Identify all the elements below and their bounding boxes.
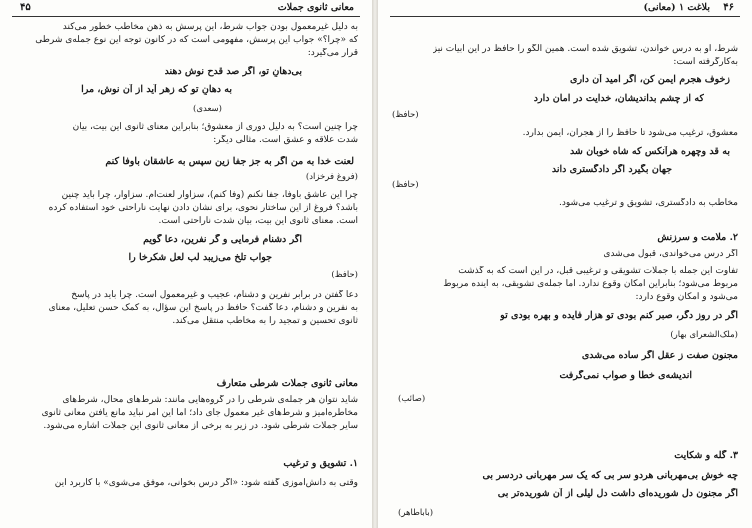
section-heading: معانی ثانوی جملات شرطی متعارف	[216, 378, 358, 389]
verse-line: زخوف هجرم ایمن کن، اگر امید آن داری	[570, 74, 730, 85]
verse-line: به قد وچهره هرآنکس که شاه خوبان شد	[569, 146, 730, 157]
text-line: اگر درس می‌خواندی، قبول می‌شدی	[603, 249, 738, 259]
verse-source: (فروغ فرخزاد)	[305, 172, 358, 182]
verse-source: (حافظ)	[392, 180, 419, 190]
verse-source: (صائب)	[398, 394, 426, 404]
verse-line: جواب تلخ می‌زیبد لب لعل شکرخا را	[128, 252, 272, 263]
verse-source: (ملک‌الشعرای بهار)	[670, 330, 738, 340]
verse-line: مجنون صفت ز عقل اگر ساده می‌شدی	[581, 350, 738, 361]
text-line: چرا این عاشق باوفا، جفا نکنم (وفا کنم)، سزاوار لعنت‌ام. سزاوار، چرا باید چنین	[61, 190, 358, 200]
text-line: به دلیل غیرمعمول بودن جواب شرط، این پرسش به ذهن مخاطب خطور می‌کند	[62, 22, 358, 32]
text-line: که «چرا؟» جواب این پرسش، مفهومی است که در کانون توجه این نوع جمله‌ی شرطی	[35, 35, 358, 45]
text-line: چرا چنین است؟ به دلیل دوری از معشوق؛ بنابراین معنای ثانوی این بیت، بیان	[72, 122, 358, 132]
text-line: ثانوی تحسین و تمجید را به مخاطب منتقل می‌کند.	[172, 316, 358, 326]
text-line: مخاطب به دادگستری، تشویق و ترغیب می‌شود.	[559, 198, 738, 208]
text-line: مخاطره‌آمیز و شرط‌های غیر معمول جای داد؛ اما این امر نباید مانع یافتن معانی ثانوی	[41, 408, 358, 418]
text-line: قرار می‌گیرد:	[307, 48, 358, 58]
text-line: تفاوت این جمله با جملات تشویقی و ترغیبی قبل، در این است که به گذشت	[458, 266, 738, 276]
verse-line: بی‌دهانِ تو، اگر صد قدح نوش دهند	[164, 66, 302, 77]
left-page-header	[12, 2, 360, 17]
verse-line: که از چشم بداندیشان، خدایت در امان دارد	[533, 93, 704, 104]
right-page	[378, 0, 752, 528]
text-line: شاید نتوان هر جمله‌ی شرطی را در گروه‌هایی مانند: شرط‌های محال، شرط‌های	[62, 395, 358, 405]
text-line: است. معنای ثانوی این بیت، بیان شدت ناراحتی است.	[158, 216, 358, 226]
text-line: وقتی به دانش‌آموزی گفته شود: «اگر درس بخوانی، موفق می‌شوی» با کاربرد این	[54, 478, 358, 488]
text-line: به نفرین و دشنام، دعا گفت؟ حافظ در پاسخ این سؤال، به کمک حسن تعلیل، معنای	[48, 303, 358, 313]
running-title: معانی ثانوی جملات	[277, 2, 354, 13]
text-line: شدت علاقه و عشق است. مثالی دیگر:	[213, 135, 358, 145]
running-title: بلاغت ۱ (معانی)	[643, 2, 710, 13]
text-line: شرط، او به درس خواندن، تشویق شده است. همین الگو را حافظ در این ابیات نیز	[432, 44, 738, 54]
subsection-heading: ۱. تشویق و ترغیب	[283, 458, 358, 469]
verse-source: (باباطاهر)	[398, 508, 434, 518]
text-line: مربوط می‌شود؛ بنابراین امکان وقوع ندارد. اما جمله‌ی تشویقی، به آینده مربوط	[443, 279, 738, 289]
text-line: به‌کارگرفته است:	[673, 57, 738, 67]
page-number: ۴۵	[20, 2, 31, 13]
right-page-header	[390, 2, 740, 17]
verse-source: (حافظ)	[331, 270, 358, 280]
text-line: سایر جملات شرطی شود. در زیر به برخی از معانی ثانوی این جملات اشاره می‌شود.	[43, 421, 358, 431]
subsection-heading: ۲. ملامت و سرزنش	[657, 232, 738, 243]
text-line: دعا گفتن در برابر نفرین و دشنام، عجیب و غیرمعمول است. چرا باید در پاسخ	[71, 290, 358, 300]
text-line: معشوق، ترغیب می‌شود تا حافظ را از هجران، ایمن بدارد.	[522, 128, 738, 138]
subsection-heading: ۳. گله و شکایت	[674, 450, 738, 461]
verse-source: (سعدی)	[193, 104, 222, 114]
left-page	[0, 0, 372, 528]
verse-line: اگر مجنون دل شوریده‌ای داشت دل لیلی از آن شوریده‌تر بی	[497, 488, 738, 499]
verse-line: اگر دشنام فرمایی و گر نفرین، دعا گویم	[143, 234, 302, 245]
text-line: می‌شود و امکان وقوع دارد:	[635, 292, 738, 302]
verse-line: چه خوش بی‌مهربانی هردو سر بی که یک سر مهربانی دردسر بی	[482, 470, 738, 481]
verse-line: به دهانِ تو که زهر آید از آن نوش، مرا	[81, 84, 232, 95]
verse-line: جهان بگیرد اگر دادگستری داند	[551, 164, 672, 175]
page-number: ۴۶	[723, 2, 734, 13]
verse-source: (حافظ)	[392, 110, 419, 120]
verse-line: اگر در روز دگر، صبر کنم بودی تو هزار فایده و بهره بودی تو	[500, 310, 738, 321]
verse-line: اندیشه‌ی خطا و صواب نمی‌گرفت	[559, 370, 692, 381]
verse-line: لعنت خدا به من اگر به جز جفا زین سپس به عاشقان باوفا کنم	[105, 156, 354, 167]
text-line: باشد؟ فروغ از این ساختار نحوی، برای نشان دادن نهایت ناراحتی خود استفاده کرده	[48, 203, 358, 213]
